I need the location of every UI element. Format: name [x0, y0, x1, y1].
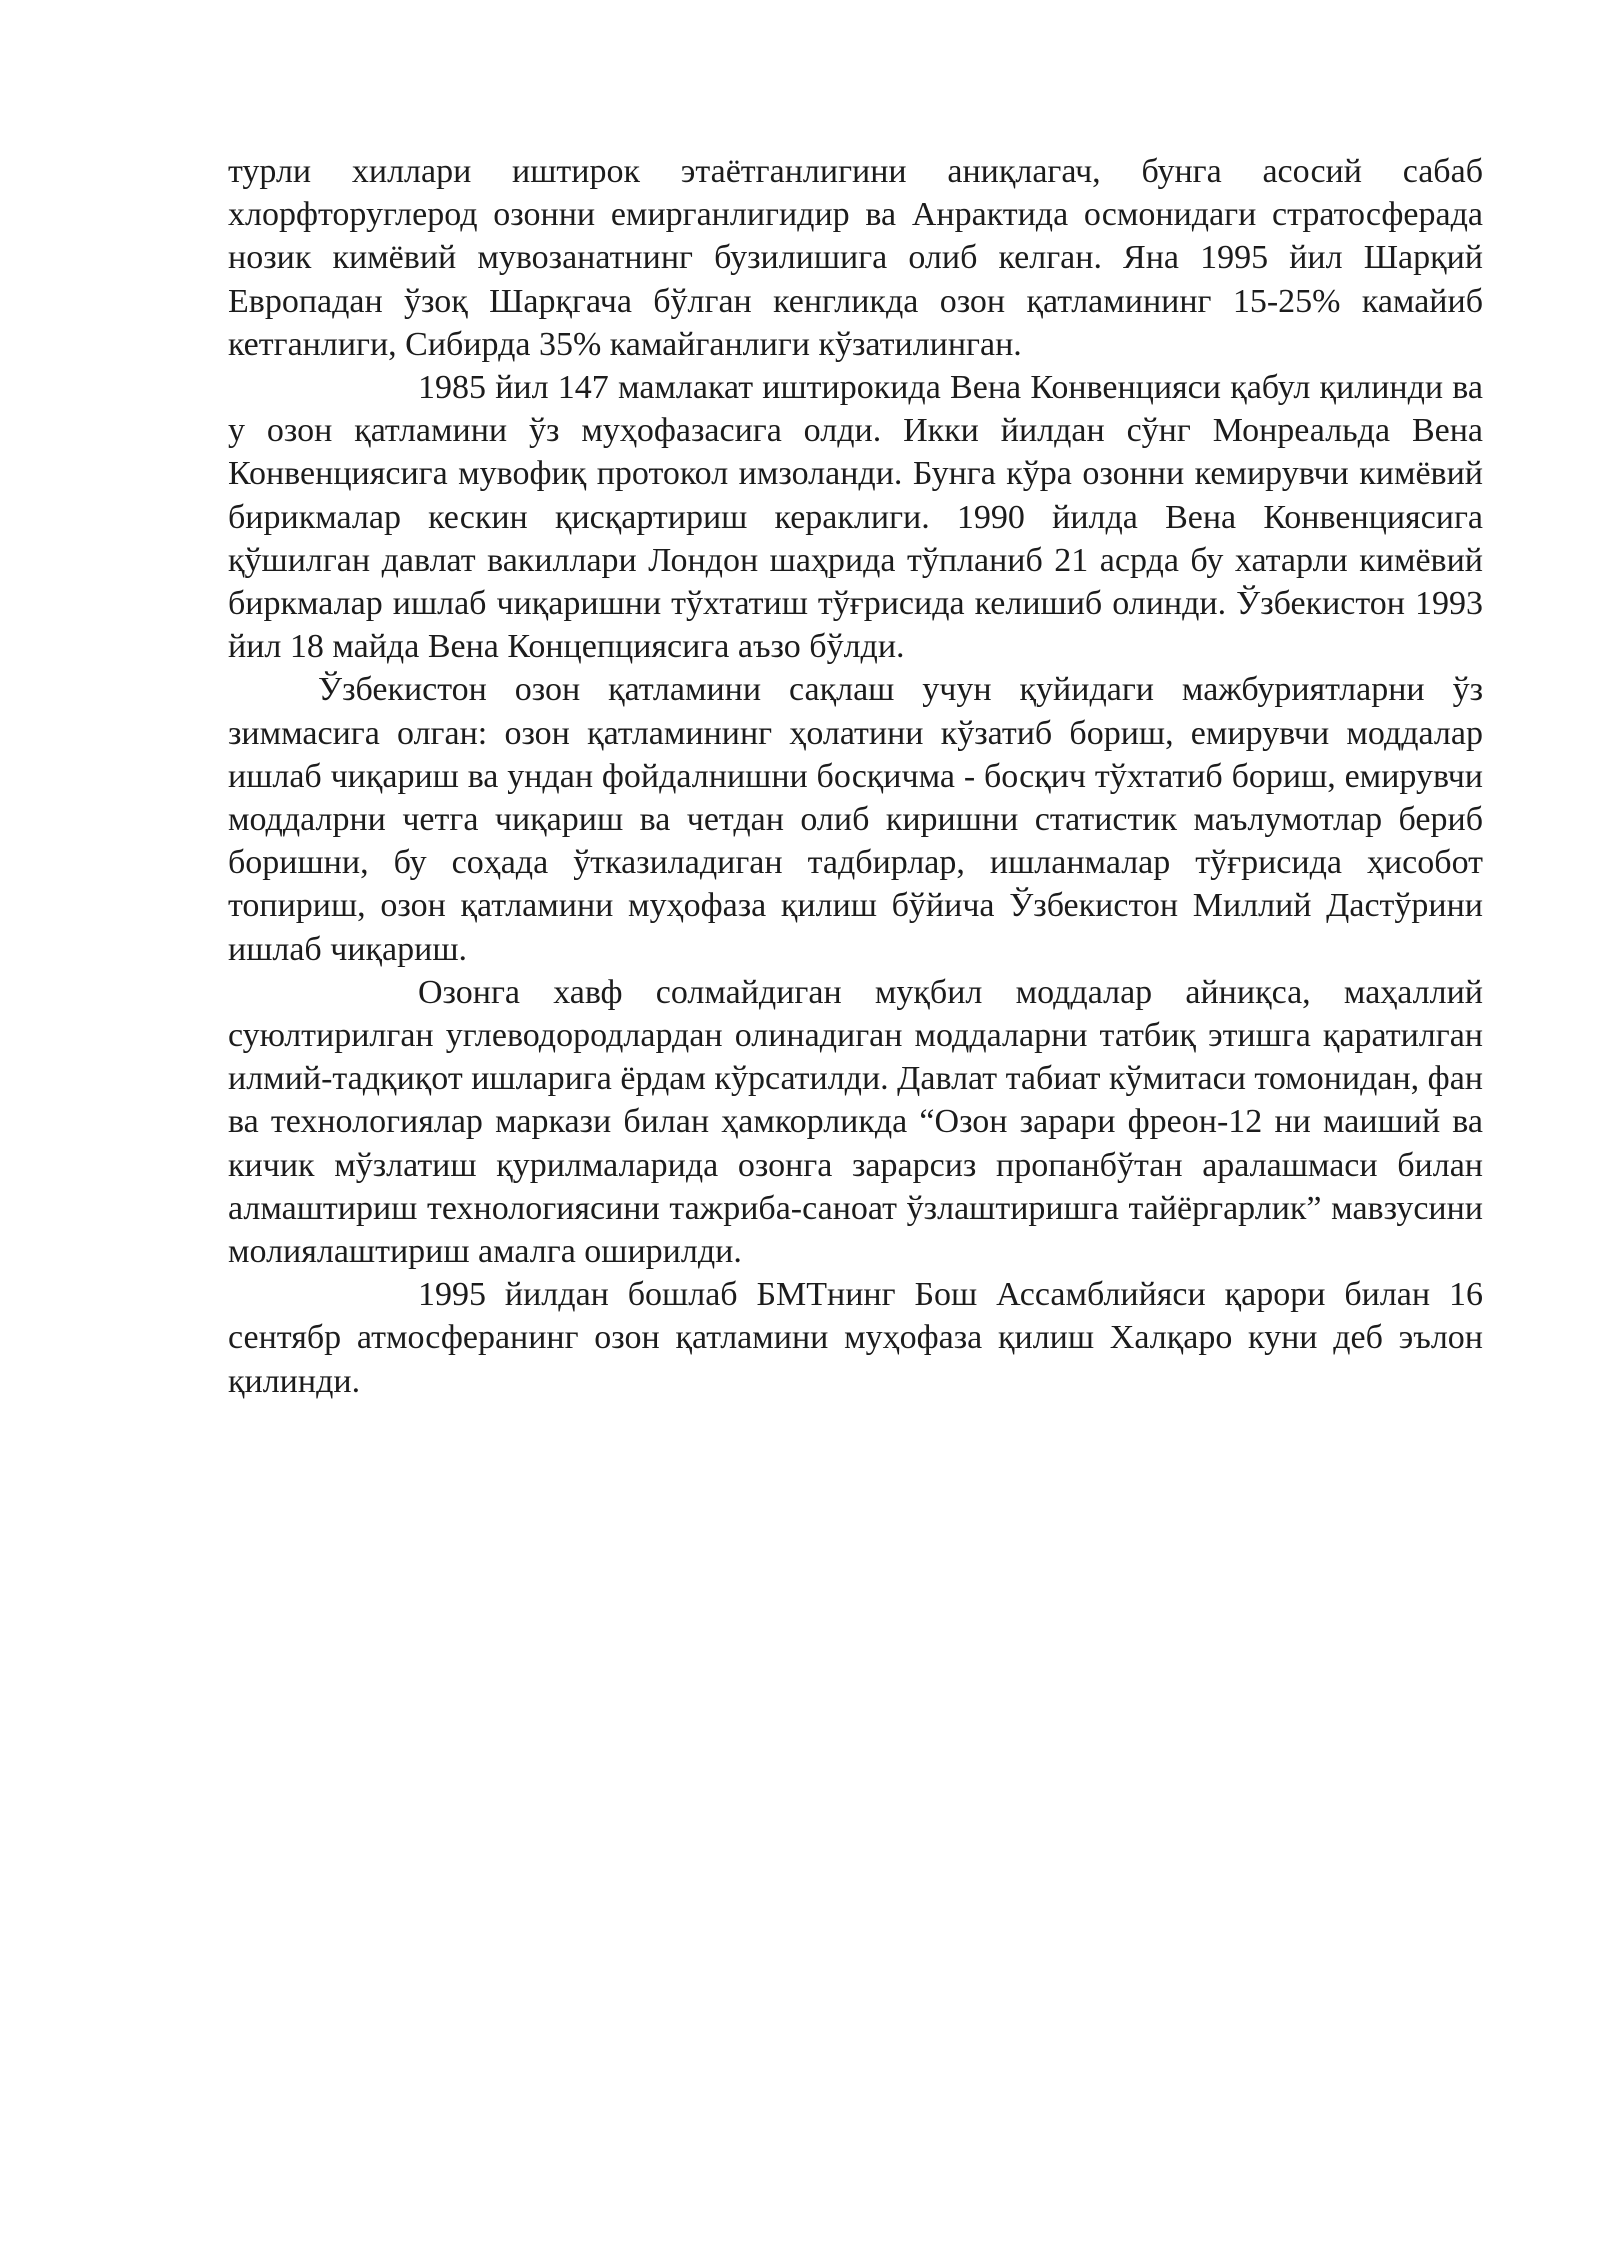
document-page — [228, 150, 1483, 1403]
paragraph-ozone-depletion: турли хиллари иштирок этаётганлигини аниқлагач, бунга асосий сабаб хлорфторуглерод озонни емирганлигидир ва Анрактида осмонидаги стратосферада нозик кимёвий мувозанатнинг бузилишига олиб келган. Яна 1995 йил Шарқий Европадан ўзоқ Шарқгача бўлган кенгликда озон қатламининг 15-25% камайиб кетганлиги, Сибирда 35% камайганлиги кўзатилинган. — [228, 153, 1483, 363]
paragraph-vienna-convention: 1985 йил 147 мамлакат иштирокида Вена Конвенцияси қабул қилинди ва у озон қатламини ўз муҳофазасига олди. Икки йилдан сўнг Монреальда Вена Конвенциясига мувофиқ протокол имзоланди. Бунга кўра озонни кемирувчи кимёвий бирикмалар кескин қисқартириш кераклиги. 1990 йилда Вена Конвенциясига қўшилган давлат вакиллари Лондон шаҳрида тўпланиб 21 асрда бу хатарли кимёвий биркмалар ишлаб чиқаришни тўхтатиш тўғрисида келишиб олинди. Ўзбекистон 1993 йил 18 майда Вена Концепциясига аъзо бўлди. — [228, 369, 1483, 666]
paragraph-uzbekistan-obligations: Ўзбекистон озон қатламини сақлаш учун қуйидаги мажбуриятларни ўз зиммасига олган: озон қатламининг ҳолатини кўзатиб бориш, емирувчи моддалар ишлаб чиқариш ва ундан фойдалнишни босқичма - босқич тўхтатиб бориш, емирувчи моддалрни четга чиқариш ва четдан олиб киришни статистик маълумотлар бериб боришни, бу соҳада ўтказиладиган тадбирлар, ишланмалар тўғрисида ҳисобот топириш, озон қатламини муҳофаза қилиш бўйича Ўзбекистон Миллий Дастўрини ишлаб чиқариш. — [228, 671, 1483, 968]
paragraph-international-day: 1995 йилдан бошлаб БМТнинг Бош Ассамблийяси қарори билан 16 сентябр атмосферанинг озон қатламини муҳофаза қилиш Халқаро куни деб эълон қилинди. — [228, 1276, 1483, 1400]
paragraph-ozone-safe-substances: Озонга хавф солмайдиган муқбил моддалар айниқса, маҳаллий суюлтирилган углеводородлардан олинадиган моддаларни татбиқ этишга қаратилган илмий-тадқиқот ишларига ёрдам кўрсатилди. Давлат табиат кўмитаси томонидан, фан ва технологиялар маркази билан ҳамкорликда “Озон зарари фреон-12 ни маиший ва кичик мўзлатиш қурилмаларида озонга зарарсиз пропанбўтан аралашмаси билан алмаштириш технологиясини тажриба-саноат ўзлаштиришга тайёргарлик” мавзусини молиялаштириш амалга оширилди. — [228, 973, 1483, 1271]
